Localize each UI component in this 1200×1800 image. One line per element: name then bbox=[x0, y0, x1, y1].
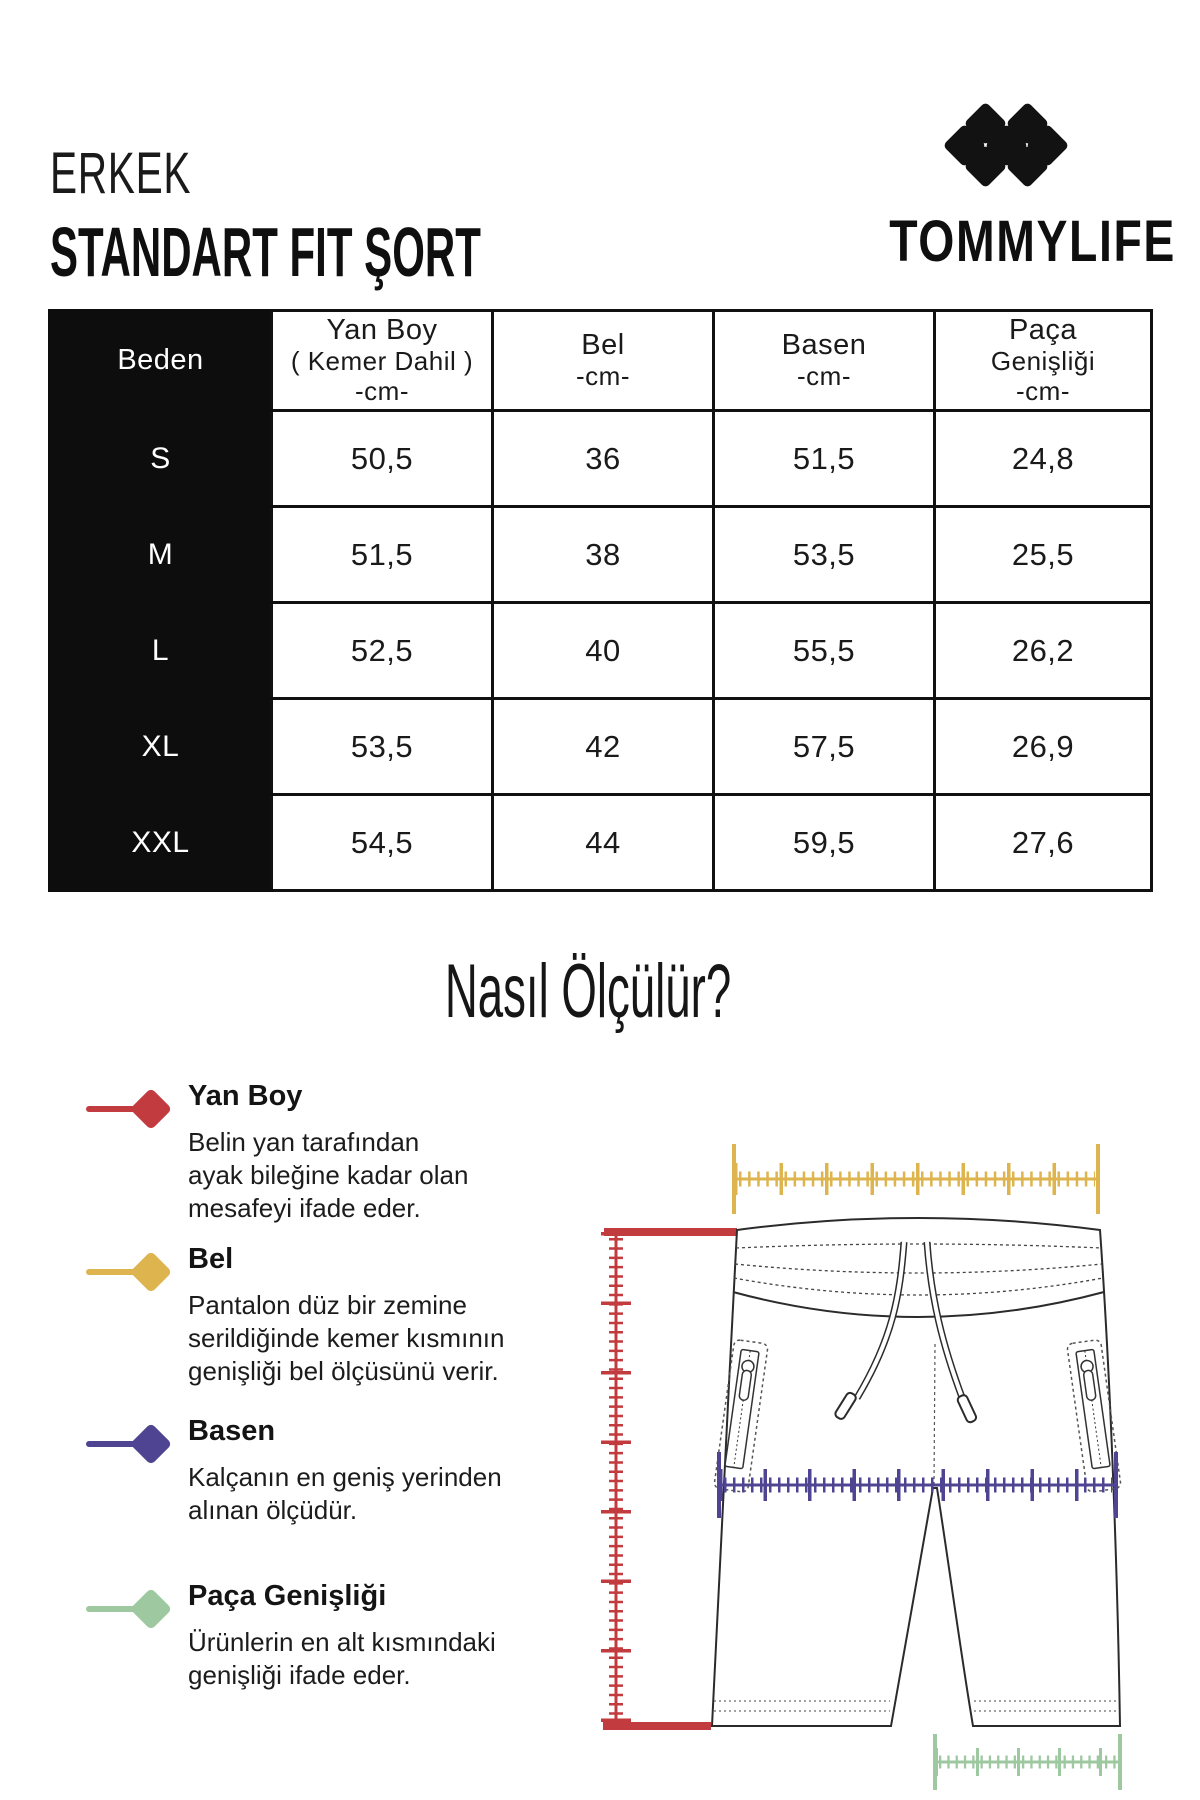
paca-ruler bbox=[935, 1734, 1120, 1790]
brand-name: TOMMYLIFE bbox=[889, 209, 1176, 274]
product-category: ERKEK bbox=[50, 141, 192, 206]
size-cell: 52,5 bbox=[272, 603, 493, 699]
shorts-diagram bbox=[500, 1080, 1145, 1800]
legend-desc: Belin yan tarafından ayak bileğine kadar olan mesafeyi ifade eder. bbox=[188, 1127, 469, 1223]
legend-label: Paça Genişliği bbox=[188, 1580, 387, 1612]
size-cell: 24,8 bbox=[935, 411, 1152, 507]
header-beden: Beden bbox=[50, 311, 272, 411]
size-row-s bbox=[50, 411, 1152, 507]
size-cell: 55,5 bbox=[714, 603, 935, 699]
legend-label: Basen bbox=[188, 1415, 276, 1447]
size-cell: 53,5 bbox=[714, 507, 935, 603]
size-row-xxl bbox=[50, 795, 1152, 891]
legend-desc: Pantalon düz bir zemine serildiğinde kemer kısmının genişliği bel ölçüsünü verir. bbox=[188, 1290, 505, 1386]
bel-marker-icon bbox=[86, 1250, 186, 1294]
bel-ruler bbox=[734, 1144, 1098, 1214]
size-cell: 53,5 bbox=[272, 699, 493, 795]
size-label: XL bbox=[50, 699, 272, 795]
header-basen: Basen -cm- bbox=[714, 311, 935, 411]
size-cell: 50,5 bbox=[272, 411, 493, 507]
legend-desc: Ürünlerin en alt kısmındaki genişliği ifade eder. bbox=[188, 1627, 496, 1690]
shorts-outline bbox=[712, 1218, 1120, 1726]
size-table bbox=[48, 309, 1153, 892]
size-cell: 51,5 bbox=[272, 507, 493, 603]
size-cell: 36 bbox=[493, 411, 714, 507]
size-cell: 27,6 bbox=[935, 795, 1152, 891]
size-cell: 57,5 bbox=[714, 699, 935, 795]
size-cell: 44 bbox=[493, 795, 714, 891]
size-label: M bbox=[50, 507, 272, 603]
header-bel: Bel -cm- bbox=[493, 311, 714, 411]
size-cell: 54,5 bbox=[272, 795, 493, 891]
measure-heading: Nasıl Ölçülür? bbox=[444, 949, 732, 1034]
tommylife-diamonds-icon bbox=[860, 88, 1152, 198]
size-row-xl bbox=[50, 699, 1152, 795]
size-label: XXL bbox=[50, 795, 272, 891]
basen-marker-icon bbox=[86, 1422, 186, 1466]
brand-logo bbox=[860, 88, 1176, 274]
size-table-header-row bbox=[50, 311, 1152, 411]
size-label: L bbox=[50, 603, 272, 699]
size-row-m bbox=[50, 507, 1152, 603]
size-label: S bbox=[50, 411, 272, 507]
size-cell: 51,5 bbox=[714, 411, 935, 507]
size-cell: 26,2 bbox=[935, 603, 1152, 699]
page-title: STANDART FIT ŞORT bbox=[50, 213, 481, 291]
size-row-l bbox=[50, 603, 1152, 699]
size-cell: 40 bbox=[493, 603, 714, 699]
size-cell: 25,5 bbox=[935, 507, 1152, 603]
yan-boy-marker-icon bbox=[86, 1087, 186, 1131]
legend-label: Yan Boy bbox=[188, 1080, 303, 1112]
size-cell: 42 bbox=[493, 699, 714, 795]
paca-marker-icon bbox=[86, 1587, 186, 1631]
size-cell: 59,5 bbox=[714, 795, 935, 891]
legend-label: Bel bbox=[188, 1243, 234, 1275]
header-paca-genisligi: Paça Genişliği -cm- bbox=[935, 311, 1152, 411]
size-cell: 26,9 bbox=[935, 699, 1152, 795]
header-yan-boy: Yan Boy ( Kemer Dahil ) -cm- bbox=[272, 311, 493, 411]
size-cell: 38 bbox=[493, 507, 714, 603]
legend-desc: Kalçanın en geniş yerinden alınan ölçüdür. bbox=[188, 1462, 502, 1525]
